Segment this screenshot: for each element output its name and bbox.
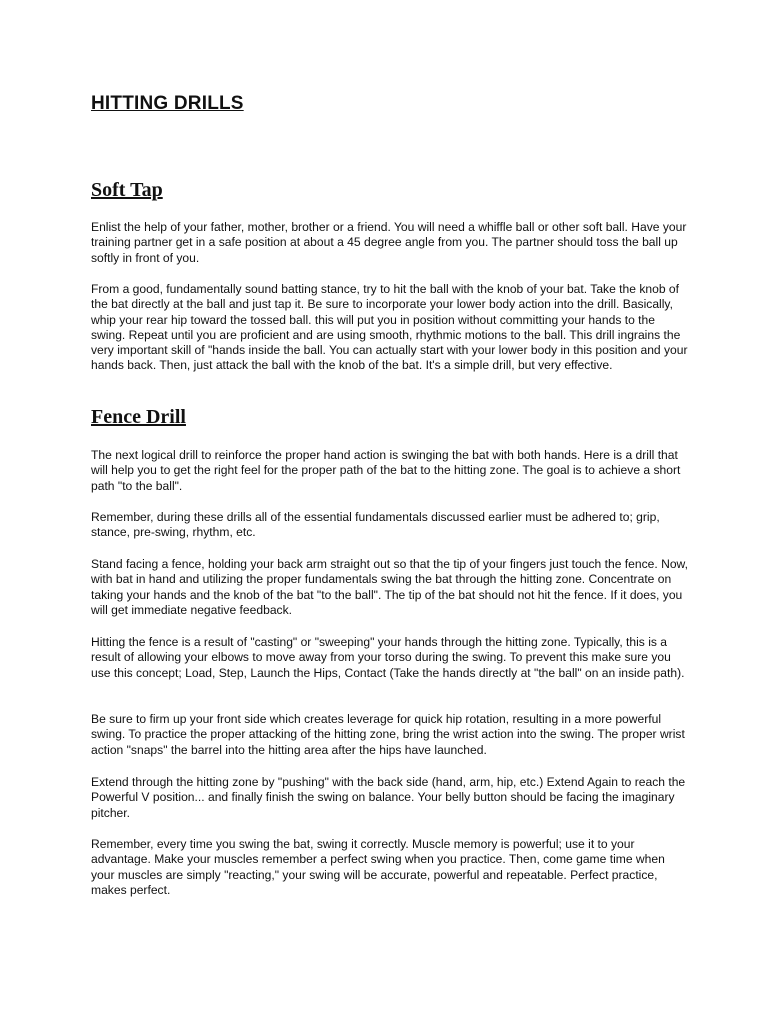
- soft-tap-paragraph-2: From a good, fundamentally sound batting stance, try to hit the ball with the knob of your bat. Take the knob of the bat directly at the ball and just tap it. Be sure to incorporate your lower body action into the drill. Basically, whip your rear hip toward the tossed ball. this will put you in position without committing your hands to the swing. Repeat until you are proficient and are using smooth, rhythmic motions to the ball. This drill ingrains the very important skill of "hands inside the ball. You can actually start with your lower body in this position and your hands back. Then, just attack the ball with the knob of the bat. It's a simple drill, but very effective.: [91, 282, 688, 373]
- section-heading-fence-drill: Fence Drill: [91, 406, 186, 428]
- document-title: HITTING DRILLS: [91, 93, 244, 114]
- fence-drill-paragraph-1: The next logical drill to reinforce the proper hand action is swinging the bat with both hands. Here is a drill that will help you to get the right feel for the proper path of the bat to the hitting zone. The goal is to achieve a short path "to the ball".: [91, 448, 681, 493]
- fence-drill-paragraph-2: Remember, during these drills all of the essential fundamentals discussed earlier must be adhered to; grip, stance, pre-swing, rhythm, etc.: [91, 510, 660, 540]
- fence-drill-paragraph-5: Be sure to firm up your front side which creates leverage for quick hip rotation, resulting in a more powerful swing. To practice the proper attacking of the hitting zone, bring the wrist action into the swing. The proper wrist action "snaps" the barrel into the hitting area after the hips have launched.: [91, 712, 685, 757]
- fence-drill-paragraph-6: Extend through the hitting zone by "pushing" with the back side (hand, arm, hip, etc.) Extend Again to reach the Powerful V position... and finally finish the swing on balance. Your belly button should be facing the imaginary pitcher.: [91, 775, 686, 820]
- fence-drill-paragraph-3: Stand facing a fence, holding your back arm straight out so that the tip of your fingers just touch the fence. Now, with bat in hand and utilizing the proper fundamentals swing the bat through the hitting zone. Concentrate on taking your hands and the knob of the bat "to the ball". The tip of the bat should not hit the fence. If it does, you will get immediate negative feedback.: [91, 557, 688, 617]
- section-heading-soft-tap: Soft Tap: [91, 179, 163, 201]
- fence-drill-paragraph-7: Remember, every time you swing the bat, swing it correctly. Muscle memory is powerful; use it to your advantage. Make your muscles remember a perfect swing when you practice. Then, come game time when your muscles are simply "reacting," your swing will be accurate, powerful and repeatable. Perfect practice, makes perfect.: [91, 837, 665, 897]
- soft-tap-paragraph-1: Enlist the help of your father, mother, brother or a friend. You will need a whiffle ball or other soft ball. Have your training partner get in a safe position at about a 45 degree angle from you. The partner should toss the ball up softly in front of you.: [91, 220, 687, 265]
- fence-drill-paragraph-4: Hitting the fence is a result of "casting" or "sweeping" your hands through the hitting zone. Typically, this is a result of allowing your elbows to move away from your torso during the swing. To prevent this make sure you use this concept; Load, Step, Launch the Hips, Contact (Take the hands directly at "the ball" on an inside path).: [91, 635, 685, 680]
